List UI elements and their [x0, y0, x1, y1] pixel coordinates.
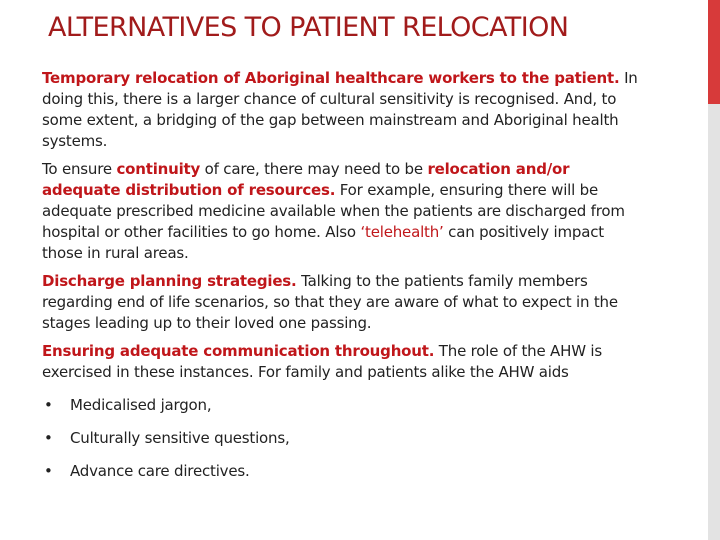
list-item [42, 395, 642, 416]
slide-title: ALTERNATIVES TO PATIENT RELOCATION [48, 12, 569, 43]
paragraph-body: In doing this, there is a larger chance of cultural sensitivity is recognised. And, to some extent, a bridging of the gap between mainstream and Aboriginal health systems. [42, 69, 638, 150]
bullet-icon: • [44, 429, 53, 447]
text-run: can positively impact those in rural areas. [42, 223, 604, 262]
list-item-text: Medicalised jargon, [70, 396, 212, 414]
text-run: To ensure [42, 160, 117, 178]
aids-bullet-list [42, 395, 642, 482]
bullet-icon: • [44, 462, 53, 480]
list-item-text: Culturally sensitive questions, [70, 429, 290, 447]
highlight-resources: relocation and/or adequate distribution of resources. [42, 160, 570, 199]
highlight-continuity: continuity [116, 160, 201, 178]
list-item-text: Advance care directives. [70, 462, 250, 480]
paragraph-communication [42, 341, 642, 383]
slide-content [42, 68, 642, 494]
paragraph-discharge-planning [42, 271, 642, 334]
paragraph-continuity [42, 159, 642, 264]
paragraph-temporary-relocation [42, 68, 642, 152]
bullet-icon: • [44, 396, 53, 414]
text-run: For example, ensuring there will be adequate prescribed medicine available when the patients are discharged from hospital or other facilities to go home. Also [42, 181, 625, 241]
paragraph-body: The role of the AHW is exercised in these instances. For family and patients alike the AHW aids [42, 342, 602, 381]
list-item [42, 461, 642, 482]
highlight-telehealth: ‘telehealth’ [360, 223, 444, 241]
paragraph-body: Talking to the patients family members regarding end of life scenarios, so that they are aware of what to expect in the stages leading up to their loved one passing. [42, 272, 618, 332]
paragraph-lead: Ensuring adequate communication throughout. [42, 342, 435, 360]
paragraph-lead: Temporary relocation of Aboriginal healthcare workers to the patient. [42, 69, 620, 87]
text-run: of care, there may need to be [200, 160, 428, 178]
list-item [42, 428, 642, 449]
side-accent-bar [708, 0, 720, 104]
paragraph-lead: Discharge planning strategies. [42, 272, 297, 290]
